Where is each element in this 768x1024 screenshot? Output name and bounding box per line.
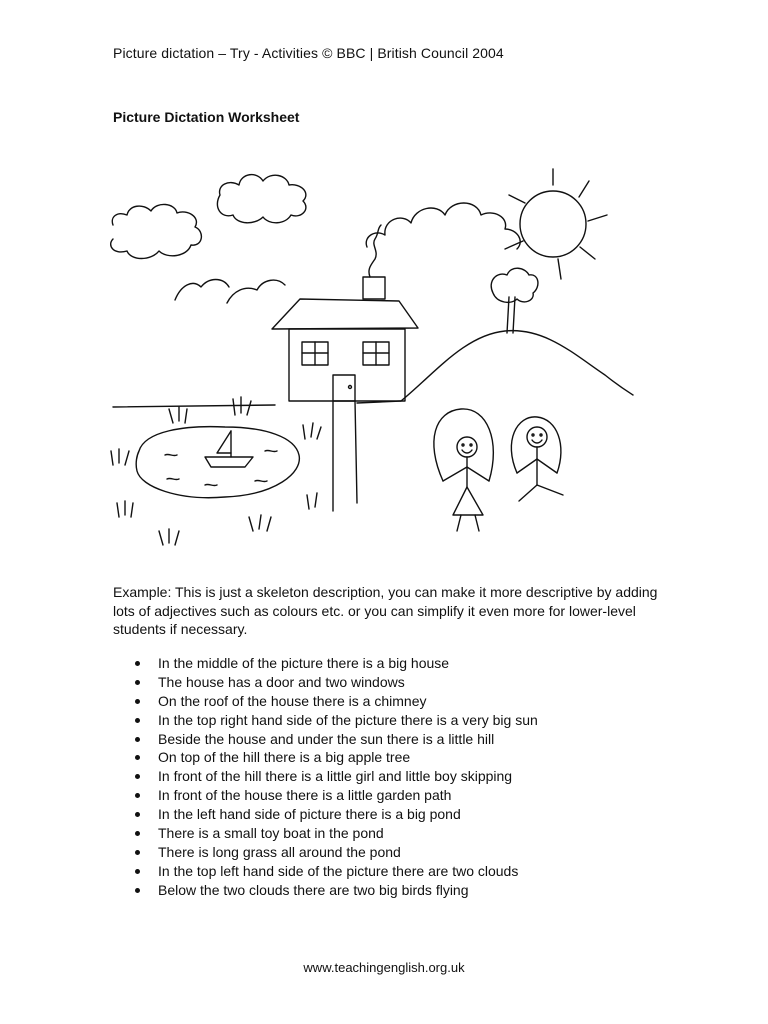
boy: [511, 417, 563, 501]
garden-path: [333, 401, 357, 511]
bullet-dot: [135, 831, 140, 836]
house: [272, 225, 418, 401]
bullet-dot: [135, 793, 140, 798]
bird-right: [227, 280, 285, 303]
description-list: [113, 654, 673, 900]
cloud-behind-house: [366, 203, 520, 249]
toy-boat: [205, 431, 253, 467]
grass: [111, 397, 321, 545]
example-paragraph: Example: This is just a skeleton description, you can make it more descriptive by adding lots of adjectives such as colours etc. or you can simplify it even more for lower-level students if necessary.: [113, 584, 658, 637]
hill: [401, 331, 633, 401]
list-item: In the top right hand side of the picture there is a very big sun: [113, 711, 673, 730]
list-item: There is a small toy boat in the pond: [113, 824, 673, 843]
worksheet-title: Picture Dictation Worksheet: [113, 109, 300, 125]
bullet-dot: [135, 661, 140, 666]
ground-line: [113, 401, 401, 407]
bullet-dot: [135, 888, 140, 893]
cloud-upper: [217, 175, 306, 223]
pond: [136, 427, 299, 498]
list-item: On top of the hill there is a big apple tree: [113, 748, 673, 767]
sun: [505, 169, 607, 279]
list-item: On the roof of the house there is a chimney: [113, 692, 673, 711]
list-item: Beside the house and under the sun there is a little hill: [113, 730, 673, 749]
list-item: Below the two clouds there are two big birds flying: [113, 881, 673, 900]
bird-left: [175, 280, 229, 301]
bullet-dot: [135, 680, 140, 685]
bullet-dot: [135, 850, 140, 855]
list-item: In front of the hill there is a little girl and little boy skipping: [113, 767, 673, 786]
bullet-dot: [135, 718, 140, 723]
bullet-dot: [135, 755, 140, 760]
cloud-left: [111, 204, 202, 258]
bullet-dot: [135, 812, 140, 817]
girl: [434, 409, 493, 531]
bullet-dot: [135, 699, 140, 704]
picture-dictation-drawing: [105, 155, 665, 570]
footer-url: www.teachingenglish.org.uk: [303, 960, 465, 975]
list-item: There is long grass all around the pond: [113, 843, 673, 862]
list-item: In the top left hand side of the picture there are two clouds: [113, 862, 673, 881]
list-item: The house has a door and two windows: [113, 673, 673, 692]
list-item: In the middle of the picture there is a big house: [113, 654, 673, 673]
list-item: In front of the house there is a little garden path: [113, 786, 673, 805]
page-header: Picture dictation – Try - Activities © BBC | British Council 2004: [113, 45, 504, 61]
apple-tree: [491, 268, 538, 333]
bullet-dot: [135, 869, 140, 874]
list-item: In the left hand side of picture there is a big pond: [113, 805, 673, 824]
bullet-dot: [135, 737, 140, 742]
bullet-dot: [135, 774, 140, 779]
